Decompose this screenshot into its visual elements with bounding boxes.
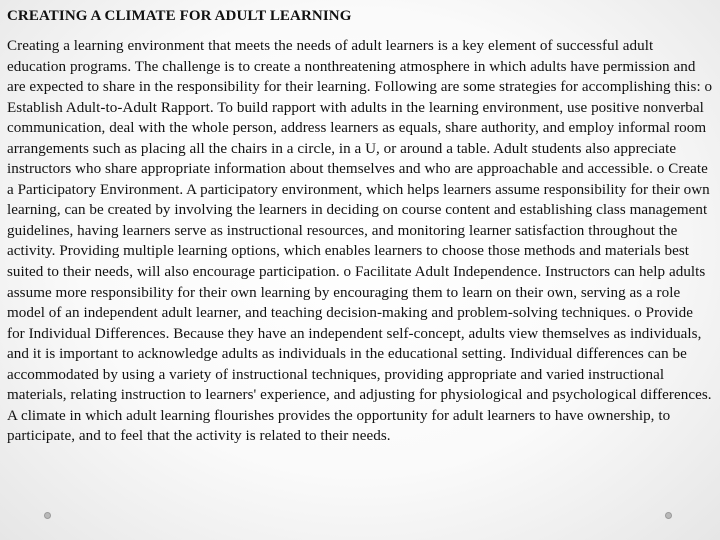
decorative-dot-right — [665, 512, 672, 519]
slide-body-text: Creating a learning environment that meets the needs of adult learners is a key element of successful adult education programs. The challenge is to create a nonthreatening atmosphere in which adults have permission and are expected to share in the responsibility for their learning. Following are some strategies for accomplishing this: o Establish Adult-to-Adult Rapport. To build rapport with adults in the learning environment, use positive nonverbal communication, deal with the whole person, address learners as equals, share authority, and employ informal room arrangements such as placing all the chairs in a circle, in a U, or around a table. Adult students also appreciate instructors who share appropriate information about themselves and who are approachable and accessible. o Create a Participatory Environment. A participatory environment, which helps learners assume responsibility for their own learning, can be created by involving the learners in deciding on course content and establishing class management guidelines, having learners serve as instructional resources, and monitoring learner satisfaction throughout the activity. Providing multiple learning options, which enables learners to choose those methods and materials best suited to their needs, will also encourage participation. o Facilitate Adult Independence. Instructors can help adults assume more responsibility for their own learning by encouraging them to learn on their own, serving as a role model of an independent adult learner, and teaching decision-making and problem-solving techniques. o Provide for Individual Differences. Because they have an independent self-concept, adults view themselves as individuals, and it is important to acknowledge adults as individuals in the educational setting. Individual differences can be accommodated by using a variety of instructional techniques, providing appropriate and varied instructional materials, relating instruction to learners' experience, and adjusting for physiological and psychological differences. A climate in which adult learning flourishes provides the opportunity for adult learners to have ownership, to participate, and to feel that the activity is related to their needs. — [7, 38, 713, 445]
decorative-dot-left — [44, 512, 51, 519]
slide-title: CREATING A CLIMATE FOR ADULT LEARNING — [7, 8, 352, 24]
